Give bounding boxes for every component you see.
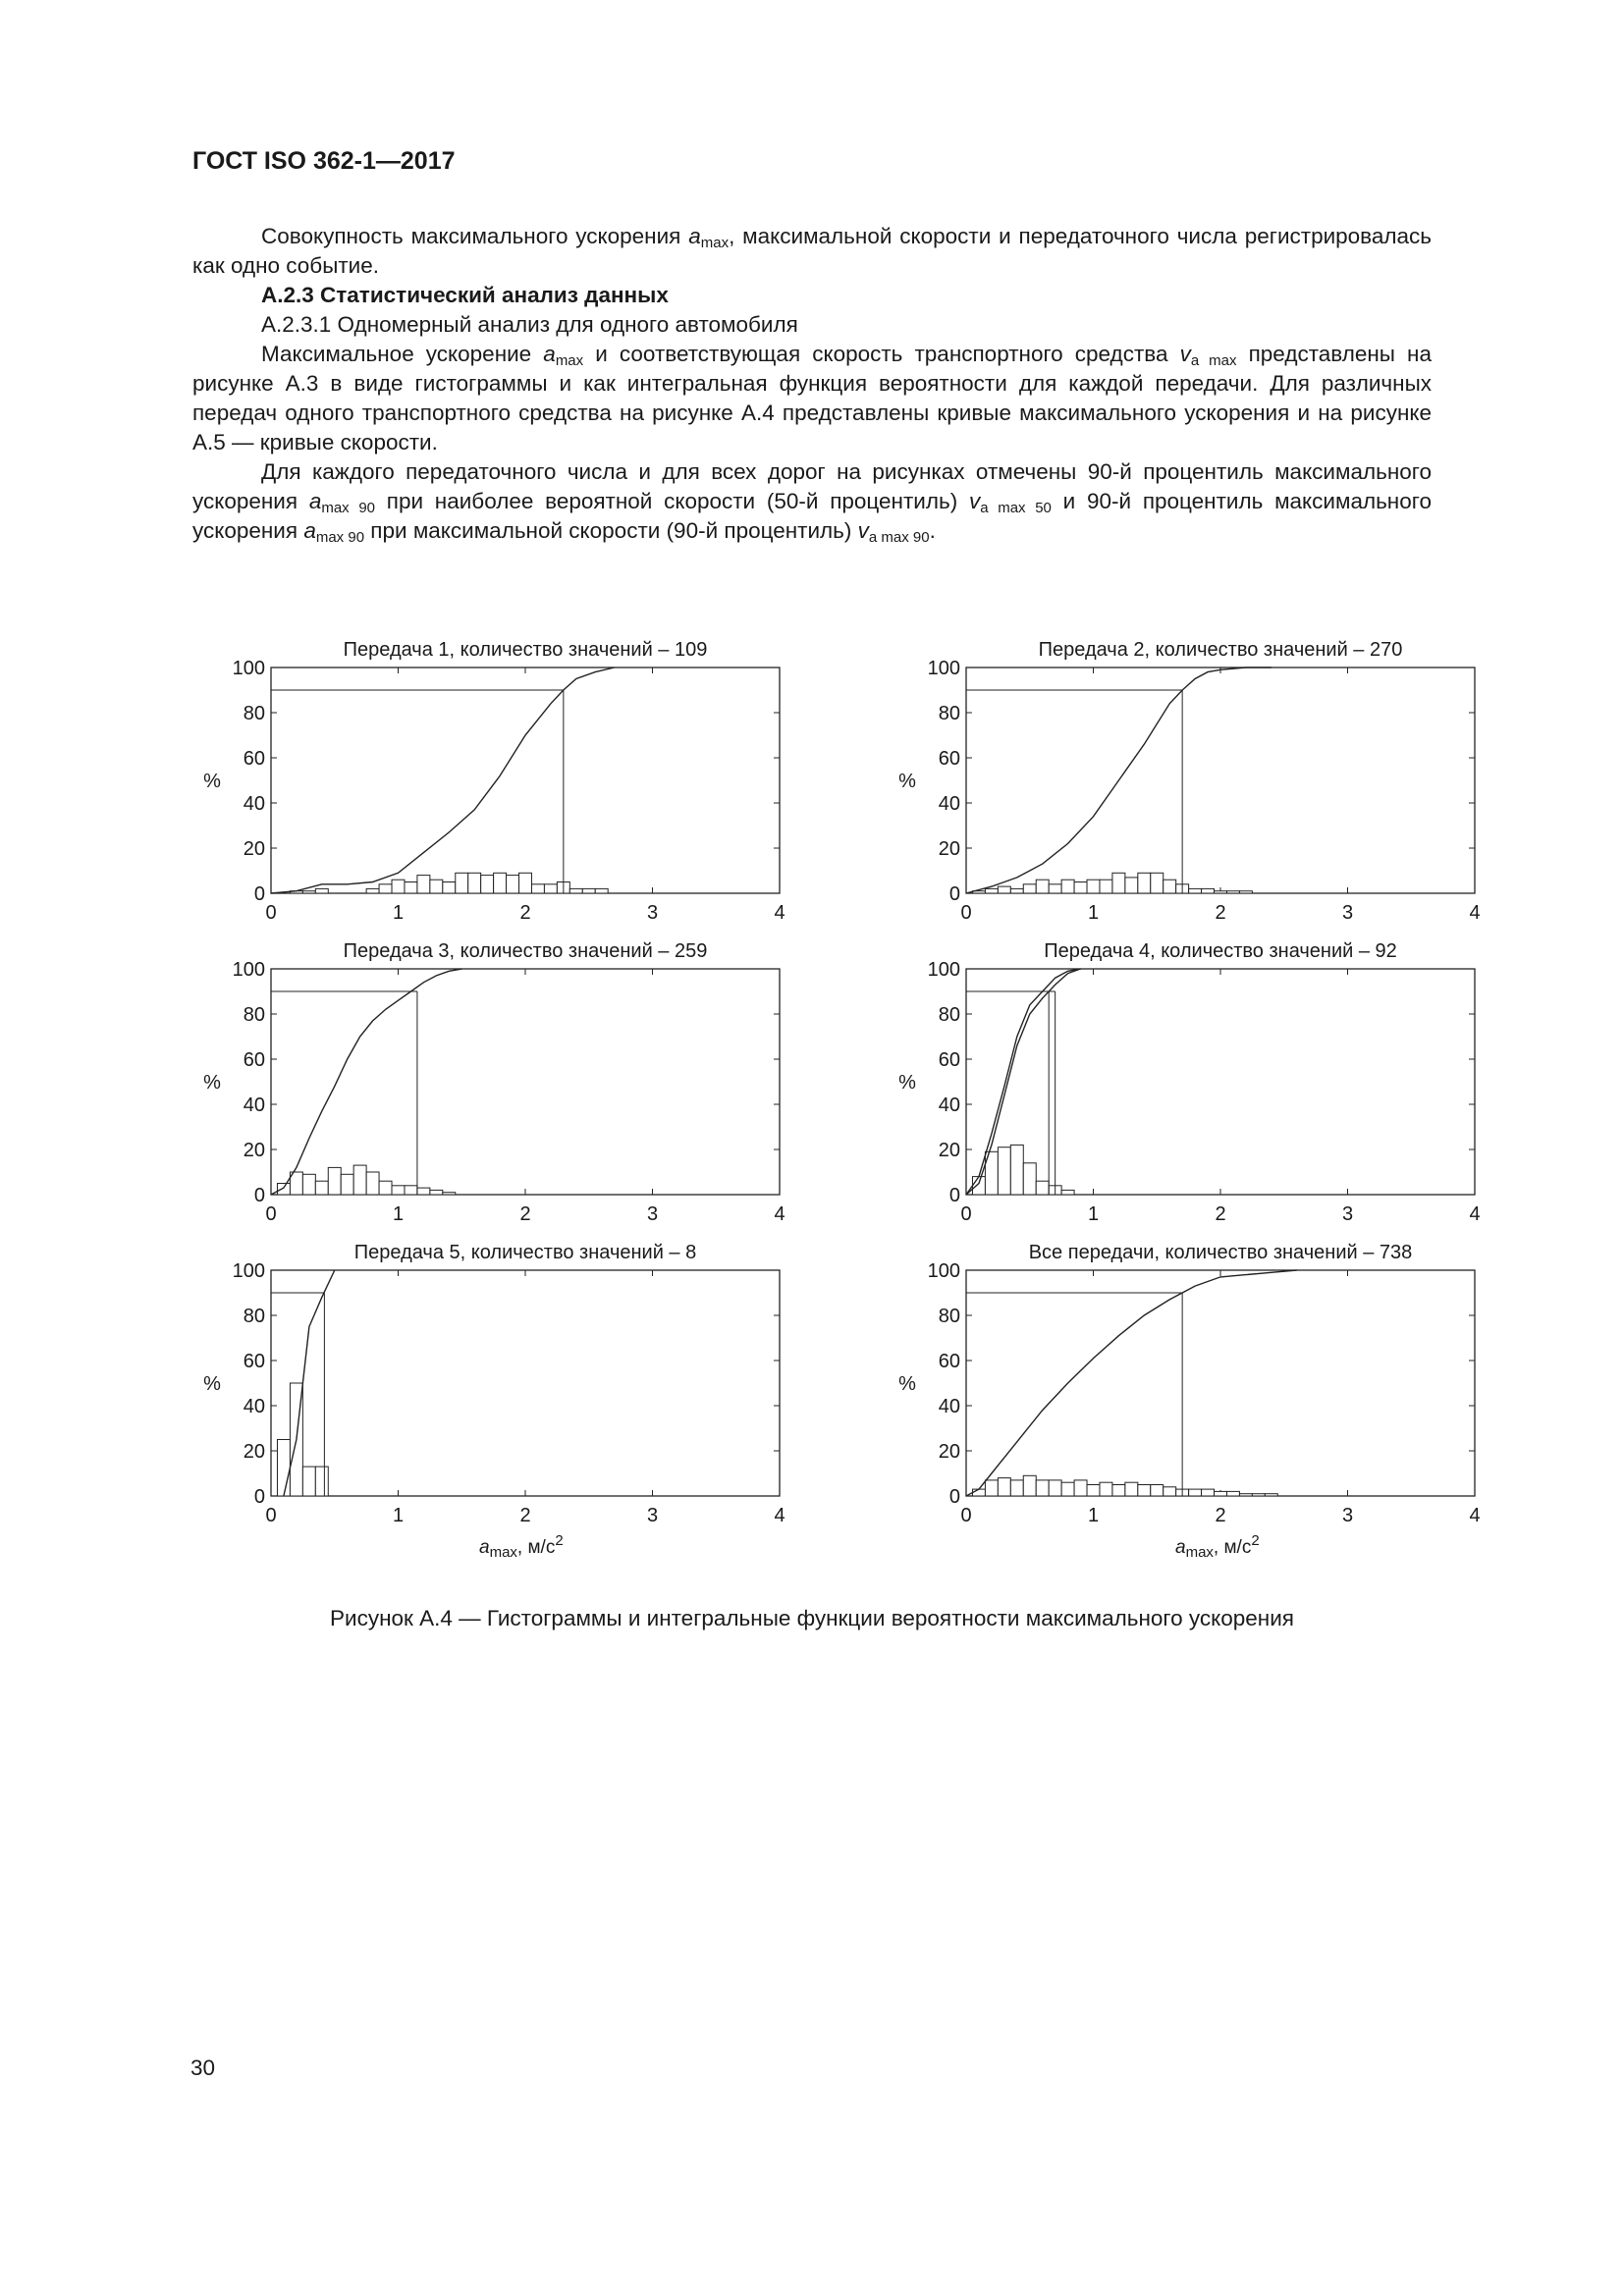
x-tick-label: 2 xyxy=(1215,1203,1226,1225)
var-a: a xyxy=(543,342,556,366)
var-a: a xyxy=(1175,1537,1186,1558)
histogram-bar xyxy=(1189,1489,1202,1496)
x-tick-label: 0 xyxy=(265,1203,277,1225)
subscript: a max 90 xyxy=(868,529,930,546)
superscript: 2 xyxy=(555,1532,564,1549)
histogram-bar xyxy=(1010,1480,1023,1496)
y-tick-label: 0 xyxy=(253,1185,265,1206)
histogram-bar xyxy=(1074,1480,1087,1496)
y-tick-label: 0 xyxy=(948,1486,960,1508)
y-tick-label: 0 xyxy=(253,883,265,905)
y-tick-label: 60 xyxy=(243,1049,265,1071)
histogram-bar xyxy=(519,873,532,893)
histogram-bar xyxy=(341,1174,353,1195)
histogram-bar xyxy=(1215,1491,1227,1496)
x-tick-label: 4 xyxy=(1469,1203,1481,1225)
histogram-bar xyxy=(1164,1487,1176,1496)
document-header: ГОСТ ISO 362-1—2017 xyxy=(192,147,456,175)
histogram-bar xyxy=(1087,1485,1100,1497)
var-a: a xyxy=(303,518,316,543)
plot-frame xyxy=(271,667,780,893)
histogram-bar xyxy=(315,1181,328,1195)
histogram-bar xyxy=(1151,873,1164,893)
histogram-bar xyxy=(430,880,443,893)
y-axis-label: % xyxy=(898,1373,916,1395)
y-tick-label: 60 xyxy=(243,748,265,770)
histogram-bar xyxy=(1023,1475,1036,1496)
histogram-bar xyxy=(1061,1190,1074,1195)
var-v: v xyxy=(857,518,869,543)
subscript: max xyxy=(1185,1544,1214,1561)
text-run: при максимальной скорости (90-й процентиль) xyxy=(364,518,858,543)
y-axis-label: % xyxy=(203,1373,221,1395)
histogram-bar xyxy=(366,888,379,893)
x-tick-label: 1 xyxy=(1087,1505,1100,1526)
x-tick-label: 1 xyxy=(392,1203,405,1225)
histogram-bar xyxy=(302,891,315,893)
chart-title: Передача 4, количество значений – 92 xyxy=(1044,940,1397,962)
chart-panel-3 xyxy=(203,940,785,1225)
text-run: представлены на рисунке А.3 в виде гистограммы и как интегральная функция вероятности для каждой передачи. Для различных передач одного транспортного средства на рисунке А.4 представлены кривые максимального ускорения и на рисунке А.5 — кривые скорости. xyxy=(192,342,1432,454)
cdf-curve xyxy=(966,667,1272,893)
chart-title: Передача 2, количество значений – 270 xyxy=(1038,639,1403,661)
text-run: Совокупность максимального ускорения xyxy=(261,224,689,248)
chart-title: Все передачи, количество значений – 738 xyxy=(1028,1242,1413,1263)
histogram-bar xyxy=(1202,1489,1215,1496)
y-tick-label: 0 xyxy=(948,883,960,905)
histogram-bar xyxy=(972,1177,985,1195)
y-tick-label: 20 xyxy=(938,1140,960,1161)
histogram-bar xyxy=(328,1167,341,1195)
histogram-bar xyxy=(405,1186,417,1195)
histogram-bar xyxy=(494,873,507,893)
y-axis-label: % xyxy=(203,1072,221,1094)
text-run: Максимальное ускорение xyxy=(261,342,544,366)
histogram-bar xyxy=(1125,1482,1138,1496)
histogram-bar xyxy=(443,1193,456,1195)
y-tick-label: 100 xyxy=(232,1260,265,1282)
x-tick-label: 2 xyxy=(519,1203,531,1225)
x-tick-label: 3 xyxy=(1341,902,1354,924)
superscript: 2 xyxy=(1251,1532,1260,1549)
histogram-bar xyxy=(1112,873,1125,893)
y-tick-label: 80 xyxy=(938,1004,960,1026)
histogram-bar xyxy=(1087,880,1100,893)
var-a: a xyxy=(308,489,322,513)
x-tick-label: 2 xyxy=(519,902,531,924)
histogram-bar xyxy=(507,876,519,893)
plot-frame xyxy=(966,969,1475,1195)
subscript: max xyxy=(700,235,730,251)
x-tick-label: 0 xyxy=(960,1203,972,1225)
var-v: v xyxy=(1179,342,1191,366)
histogram-bar xyxy=(1151,1485,1164,1497)
histogram-bar xyxy=(315,1467,328,1496)
histogram-bar xyxy=(1138,873,1151,893)
y-tick-label: 80 xyxy=(938,1306,960,1327)
x-tick-label: 3 xyxy=(646,1203,659,1225)
histogram-bar xyxy=(379,1181,392,1195)
histogram-bar xyxy=(1023,884,1036,893)
var-a: a xyxy=(479,1537,490,1558)
histogram-bar xyxy=(582,888,595,893)
histogram-bar xyxy=(1074,882,1087,894)
histogram-bar xyxy=(1125,878,1138,893)
y-tick-label: 60 xyxy=(938,1049,960,1071)
y-tick-label: 80 xyxy=(243,1004,265,1026)
histogram-bar xyxy=(417,876,430,893)
histogram-bar xyxy=(1023,1163,1036,1195)
histogram-bar xyxy=(1010,888,1023,893)
histogram-bar xyxy=(430,1190,443,1195)
histogram-bar xyxy=(998,886,1010,893)
x-tick-label: 3 xyxy=(646,1505,659,1526)
subscript: max xyxy=(555,352,584,369)
y-tick-label: 80 xyxy=(243,1306,265,1327)
text-run: и соответствующая скорость транспортного средства xyxy=(583,342,1180,366)
histogram-bar xyxy=(315,888,328,893)
plot-frame xyxy=(271,1270,780,1496)
x-tick-label: 1 xyxy=(1087,902,1100,924)
histogram-bar xyxy=(1189,888,1202,893)
histogram-bar xyxy=(1215,891,1227,893)
histogram-bar xyxy=(569,888,582,893)
histogram-bar xyxy=(1036,1480,1049,1496)
histogram-bar xyxy=(366,1172,379,1195)
histogram-bar xyxy=(972,1489,985,1496)
chart-title: Передача 1, количество значений – 109 xyxy=(343,639,708,661)
heading-a23: А.2.3 Статистический анализ данных xyxy=(261,283,669,307)
cdf-curve xyxy=(271,969,461,1195)
unit: , м/с xyxy=(1213,1537,1252,1558)
histogram-bar xyxy=(1239,1494,1252,1496)
x-tick-label: 0 xyxy=(265,902,277,924)
chart-panel-6 xyxy=(898,1242,1480,1526)
histogram-bar xyxy=(1049,884,1061,893)
plot-frame xyxy=(966,667,1475,893)
histogram-bar xyxy=(985,1480,998,1496)
y-tick-label: 80 xyxy=(938,703,960,724)
subscript: a max 50 xyxy=(980,500,1052,516)
x-tick-label: 1 xyxy=(392,1505,405,1526)
var-v: v xyxy=(968,489,981,513)
chart-panel-5 xyxy=(203,1242,785,1526)
y-tick-label: 100 xyxy=(927,959,960,981)
histogram-bar xyxy=(1226,891,1239,893)
text-run: при наиболее вероятной скорости (50-й процентиль) xyxy=(375,489,969,513)
chart-title: Передача 5, количество значений – 8 xyxy=(353,1242,697,1263)
histogram-bar xyxy=(1036,1181,1049,1195)
subscript: a max xyxy=(1190,352,1237,369)
page-number: 30 xyxy=(190,2056,216,2080)
y-tick-label: 0 xyxy=(253,1486,265,1508)
plot-frame xyxy=(271,969,780,1195)
histogram-bar xyxy=(277,1440,290,1497)
x-tick-label: 4 xyxy=(774,902,785,924)
y-tick-label: 100 xyxy=(232,658,265,679)
x-tick-label: 3 xyxy=(1341,1505,1354,1526)
x-tick-label: 3 xyxy=(646,902,659,924)
histogram-bar xyxy=(277,1184,290,1196)
text-run: , максимальной скорости и передаточного числа регистрировалась как одно событие. xyxy=(192,224,1433,278)
x-tick-label: 2 xyxy=(1215,902,1226,924)
cdf-curve xyxy=(271,667,615,893)
x-tick-label: 4 xyxy=(1469,902,1481,924)
histogram-bar xyxy=(1265,1494,1277,1496)
y-tick-label: 60 xyxy=(938,1351,960,1372)
figure-caption: Рисунок А.4 — Гистограммы и интегральные функции вероятности максимального ускорения xyxy=(330,1606,1294,1630)
x-tick-label: 3 xyxy=(1341,1203,1354,1225)
histogram-bar xyxy=(1010,1145,1023,1195)
histogram-bar xyxy=(1061,880,1074,893)
chart-title: Передача 3, количество значений – 259 xyxy=(343,940,708,962)
histogram-bar xyxy=(1164,880,1176,893)
y-tick-label: 60 xyxy=(243,1351,265,1372)
histogram-bar xyxy=(1112,1485,1125,1497)
x-tick-label: 2 xyxy=(1215,1505,1226,1526)
chart-panel-2 xyxy=(898,639,1480,924)
chart-panel-4 xyxy=(898,940,1480,1225)
y-tick-label: 20 xyxy=(243,1140,265,1161)
histogram-bar xyxy=(1061,1482,1074,1496)
heading-a231: А.2.3.1 Одномерный анализ для одного автомобиля xyxy=(261,312,798,337)
y-tick-label: 100 xyxy=(232,959,265,981)
y-tick-label: 80 xyxy=(243,703,265,724)
histogram-bar xyxy=(353,1165,366,1195)
histogram-bar xyxy=(379,884,392,893)
y-axis-label: % xyxy=(898,1072,916,1094)
histogram-bar xyxy=(595,888,608,893)
x-tick-label: 4 xyxy=(774,1505,785,1526)
chart-panel-1 xyxy=(203,639,785,924)
histogram-bar xyxy=(443,882,456,894)
histogram-bar xyxy=(998,1478,1010,1496)
histogram-bar xyxy=(1252,1494,1265,1496)
histogram-bar xyxy=(417,1188,430,1195)
x-tick-label: 1 xyxy=(1087,1203,1100,1225)
x-tick-label: 1 xyxy=(392,902,405,924)
histogram-bar xyxy=(456,873,468,893)
y-tick-label: 40 xyxy=(243,1396,265,1417)
histogram-bar xyxy=(392,1186,405,1195)
y-tick-label: 100 xyxy=(927,1260,960,1282)
histogram-bar xyxy=(998,1148,1010,1195)
text-run: Для каждого передаточного числа и для всех дорог на рисунках отмечены 90-й процентиль максимального ускорения xyxy=(192,459,1432,513)
x-tick-label: 0 xyxy=(960,902,972,924)
histogram-bar xyxy=(468,873,481,893)
histogram-bar xyxy=(302,1174,315,1195)
histogram-bar xyxy=(1100,1482,1112,1496)
histogram-bar xyxy=(1100,880,1112,893)
text-run: . xyxy=(929,518,936,543)
histogram-bar xyxy=(1202,888,1215,893)
y-tick-label: 20 xyxy=(938,838,960,860)
subscript: max xyxy=(489,1544,517,1561)
y-tick-label: 40 xyxy=(938,793,960,815)
y-tick-label: 20 xyxy=(243,1441,265,1463)
histogram-bar xyxy=(1138,1485,1151,1497)
x-tick-label: 0 xyxy=(960,1505,972,1526)
x-tick-label: 4 xyxy=(1469,1505,1481,1526)
subscript: max 90 xyxy=(321,500,376,516)
histogram-bar xyxy=(544,884,557,893)
y-tick-label: 40 xyxy=(243,1095,265,1116)
subscript: max 90 xyxy=(315,529,365,546)
y-tick-label: 0 xyxy=(948,1185,960,1206)
histogram-bar xyxy=(392,880,405,893)
histogram-bar xyxy=(531,884,544,893)
x-axis-label-left xyxy=(479,1532,564,1561)
x-tick-label: 4 xyxy=(774,1203,785,1225)
y-tick-label: 40 xyxy=(243,793,265,815)
x-tick-label: 0 xyxy=(265,1505,277,1526)
histogram-bar xyxy=(302,1467,315,1496)
histogram-bar xyxy=(1226,1491,1239,1496)
plot-frame xyxy=(966,1270,1475,1496)
histogram-bar xyxy=(481,876,494,893)
x-axis-label-right xyxy=(1175,1532,1260,1561)
y-tick-label: 20 xyxy=(243,838,265,860)
y-axis-label: % xyxy=(203,771,221,792)
text-run: и 90-й процентиль максимального ускорения xyxy=(192,489,1432,543)
var-a: a xyxy=(688,224,701,248)
y-tick-label: 60 xyxy=(938,748,960,770)
histogram-bar xyxy=(1036,880,1049,893)
histogram-bar xyxy=(1049,1480,1061,1496)
histogram-bar xyxy=(1239,891,1252,893)
unit: , м/с xyxy=(516,1537,556,1558)
cdf-curve xyxy=(966,1270,1297,1496)
y-tick-label: 20 xyxy=(938,1441,960,1463)
y-tick-label: 40 xyxy=(938,1396,960,1417)
histogram-bar xyxy=(405,882,417,894)
y-tick-label: 100 xyxy=(927,658,960,679)
y-tick-label: 40 xyxy=(938,1095,960,1116)
y-axis-label: % xyxy=(898,771,916,792)
x-tick-label: 2 xyxy=(519,1505,531,1526)
histogram-bar xyxy=(985,888,998,893)
